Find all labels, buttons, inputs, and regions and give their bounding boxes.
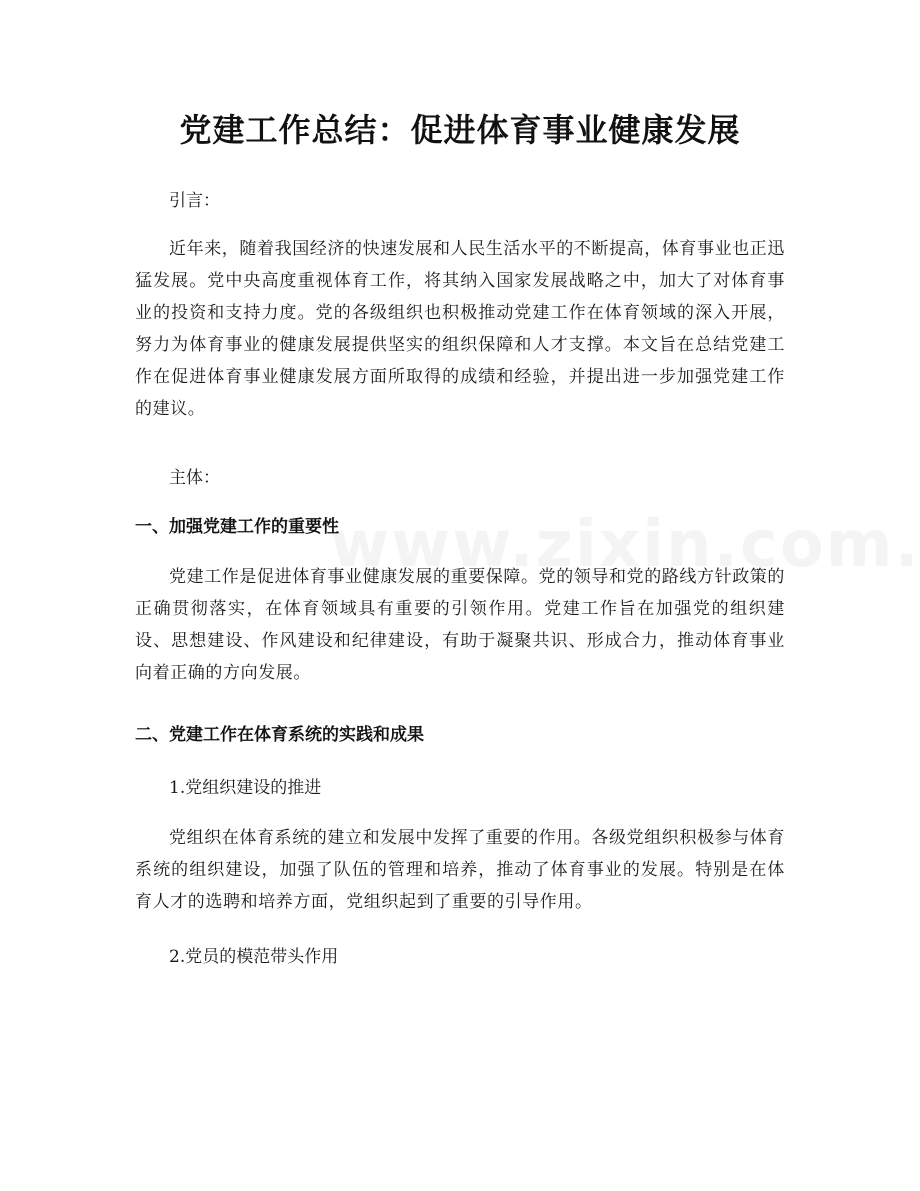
subsection-1-paragraph: 党组织在体育系统的建立和发展中发挥了重要的作用。各级党组织积极参与体育系统的组织建设，加强了队伍的管理和培养，推动了体育事业的发展。特别是在体育人才的选聘和培养方面，党组织起到了重要的引导作用。 — [135, 828, 785, 912]
body-label: 主体： — [169, 468, 220, 488]
intro-label: 引言： — [169, 191, 220, 211]
section-1-paragraph: 党建工作是促进体育事业健康发展的重要保障。党的领导和党的路线方针政策的正确贯彻落实，在体育领域具有重要的引领作用。党建工作旨在加强党的组织建设、思想建设、作风建设和纪律建设，有助于凝聚共识、形成合力，推动体育事业向着正确的方向发展。 — [135, 567, 785, 683]
section-heading-2: 二、党建工作在体育系统的实践和成果 — [135, 725, 424, 745]
subsection-label-2: 2.党员的模范带头作用 — [169, 947, 339, 967]
subsection-label-1: 1.党组织建设的推进 — [169, 778, 322, 798]
section-heading-1: 一、加强党建工作的重要性 — [135, 517, 339, 537]
page-title: 党建工作总结：促进体育事业健康发展 — [179, 111, 741, 149]
intro-paragraph: 近年来，随着我国经济的快速发展和人民生活水平的不断提高，体育事业也正迅猛发展。党中央高度重视体育工作，将其纳入国家发展战略之中，加大了对体育事业的投资和支持力度。党的各级组织也积极推动党建工作在体育领域的深入开展，努力为体育事业的健康发展提供坚实的组织保障和人才支撑。本文旨在总结党建工作在促进体育事业健康发展方面所取得的成绩和经验，并提出进一步加强党建工作的建议。 — [135, 239, 785, 419]
